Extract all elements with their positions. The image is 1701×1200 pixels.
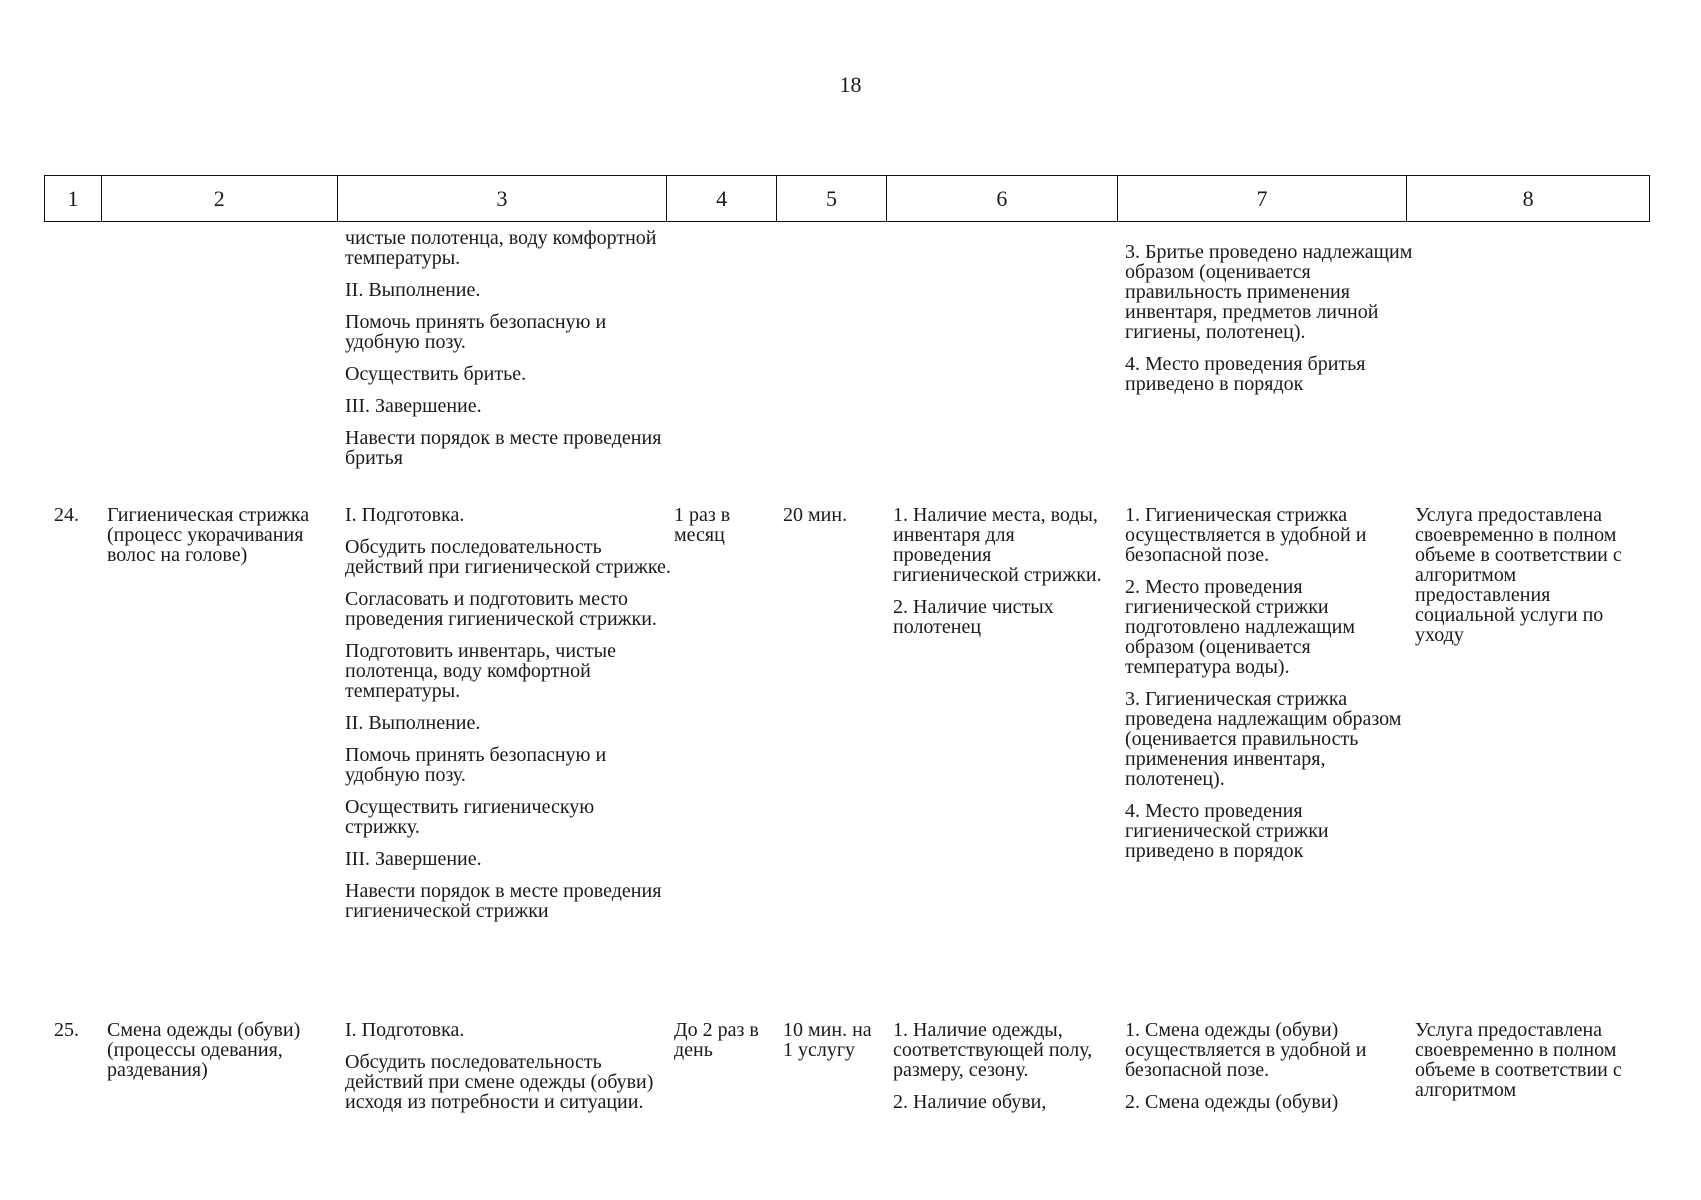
step-text: Навести порядок в месте проведения гигиенической стрижки <box>345 880 662 922</box>
step-text: Обсудить последовательность действий при смене одежды (обуви) исходя из потребности и ситуации. <box>345 1051 654 1113</box>
row-number: 24. <box>54 504 79 526</box>
quality-indicators <box>1125 1020 1417 1112</box>
condition-text: 2. Наличие обуви, <box>893 1091 1047 1113</box>
step-text: II. Выполнение. <box>345 279 481 301</box>
condition-text: 1. Наличие одежды, соответствующей полу, размеру, сезону. <box>893 1019 1093 1081</box>
service-frequency: До 2 раз в день <box>674 1019 759 1061</box>
page-number: 18 <box>839 72 862 97</box>
header-col-8: 8 <box>1522 185 1534 211</box>
service-result: Услуга предоставлена своевременно в полном объеме в соответствии с алгоритмом <box>1415 1019 1622 1101</box>
quality-text: 3. Гигиеническая стрижка проведена надлежащим образом (оценивается правильность применения инвентаря, полотенец). <box>1125 688 1402 790</box>
header-col-3: 3 <box>338 176 668 221</box>
step-text: Осуществить бритье. <box>345 363 527 385</box>
step-text: Обсудить последовательность действий при гигиенической стрижке. <box>345 536 671 578</box>
step-text: II. Выполнение. <box>345 712 481 734</box>
row-number: 25. <box>54 1019 79 1041</box>
step-text: Подготовить инвентарь, чистые полотенца, воду комфортной температуры. <box>345 640 616 702</box>
service-conditions <box>893 505 1115 637</box>
condition-text: 1. Наличие места, воды, инвентаря для проведения гигиенической стрижки. <box>893 504 1102 586</box>
condition-text: 2. Наличие чистых полотенец <box>893 596 1054 638</box>
header-col-5: 5 <box>777 176 887 221</box>
step-text: Навести порядок в месте проведения бритья <box>345 427 662 469</box>
quality-text: 4. Место проведения гигиенической стрижки приведено в порядок <box>1125 800 1329 862</box>
header-col-2: 2 <box>102 176 338 221</box>
quality-text: 4. Место проведения бритья приведено в порядок <box>1125 353 1366 395</box>
quality-indicators <box>1125 505 1417 861</box>
header-col-4: 4 <box>667 176 777 221</box>
step-text: Помочь принять безопасную и удобную позу. <box>345 311 607 353</box>
quality-text: 2. Смена одежды (обуви) <box>1125 1091 1339 1113</box>
service-time: 20 мин. <box>783 504 848 526</box>
service-steps <box>345 505 671 921</box>
quality-text: 2. Место проведения гигиенической стрижки подготовлено надлежащим образом (оценивается температура воды). <box>1125 576 1356 678</box>
quality-text: 3. Бритье проведено надлежащим образом (оценивается правильность применения инвентаря, предметов личной гигиены, полотенец). <box>1125 241 1413 343</box>
step-text: III. Завершение. <box>345 848 482 870</box>
table-header-row <box>44 175 1650 222</box>
service-result: Услуга предоставлена своевременно в полном объеме в соответствии с алгоритмом предоставления социальной услуги по уходу <box>1415 504 1622 646</box>
quality-text: 1. Смена одежды (обуви) осуществляется в удобной и безопасной позе. <box>1125 1019 1367 1081</box>
quality-text: 1. Гигиеническая стрижка осуществляется в удобной и безопасной позе. <box>1125 504 1367 566</box>
continued-steps <box>345 228 671 468</box>
continued-quality <box>1125 242 1415 394</box>
step-text: Осуществить гигиеническую стрижку. <box>345 796 595 838</box>
step-text: Помочь принять безопасную и удобную позу. <box>345 744 607 786</box>
step-text: III. Завершение. <box>345 395 482 417</box>
service-frequency: 1 раз в месяц <box>674 504 731 546</box>
step-text: Согласовать и подготовить место проведения гигиенической стрижки. <box>345 588 657 630</box>
service-name: Смена одежды (обуви) (процессы одевания, раздевания) <box>107 1019 301 1081</box>
service-conditions <box>893 1020 1115 1112</box>
header-col-6: 6 <box>887 176 1118 221</box>
header-col-1: 1 <box>45 176 102 221</box>
step-text: I. Подготовка. <box>345 504 465 526</box>
service-name: Гигиеническая стрижка (процесс укорачивания волос на голове) <box>107 504 310 566</box>
step-text: чистые полотенца, воду комфортной температуры. <box>345 227 657 269</box>
service-time: 10 мин. на 1 услугу <box>783 1019 872 1061</box>
header-col-7: 7 <box>1118 176 1408 221</box>
step-text: I. Подготовка. <box>345 1019 465 1041</box>
service-steps <box>345 1020 671 1112</box>
